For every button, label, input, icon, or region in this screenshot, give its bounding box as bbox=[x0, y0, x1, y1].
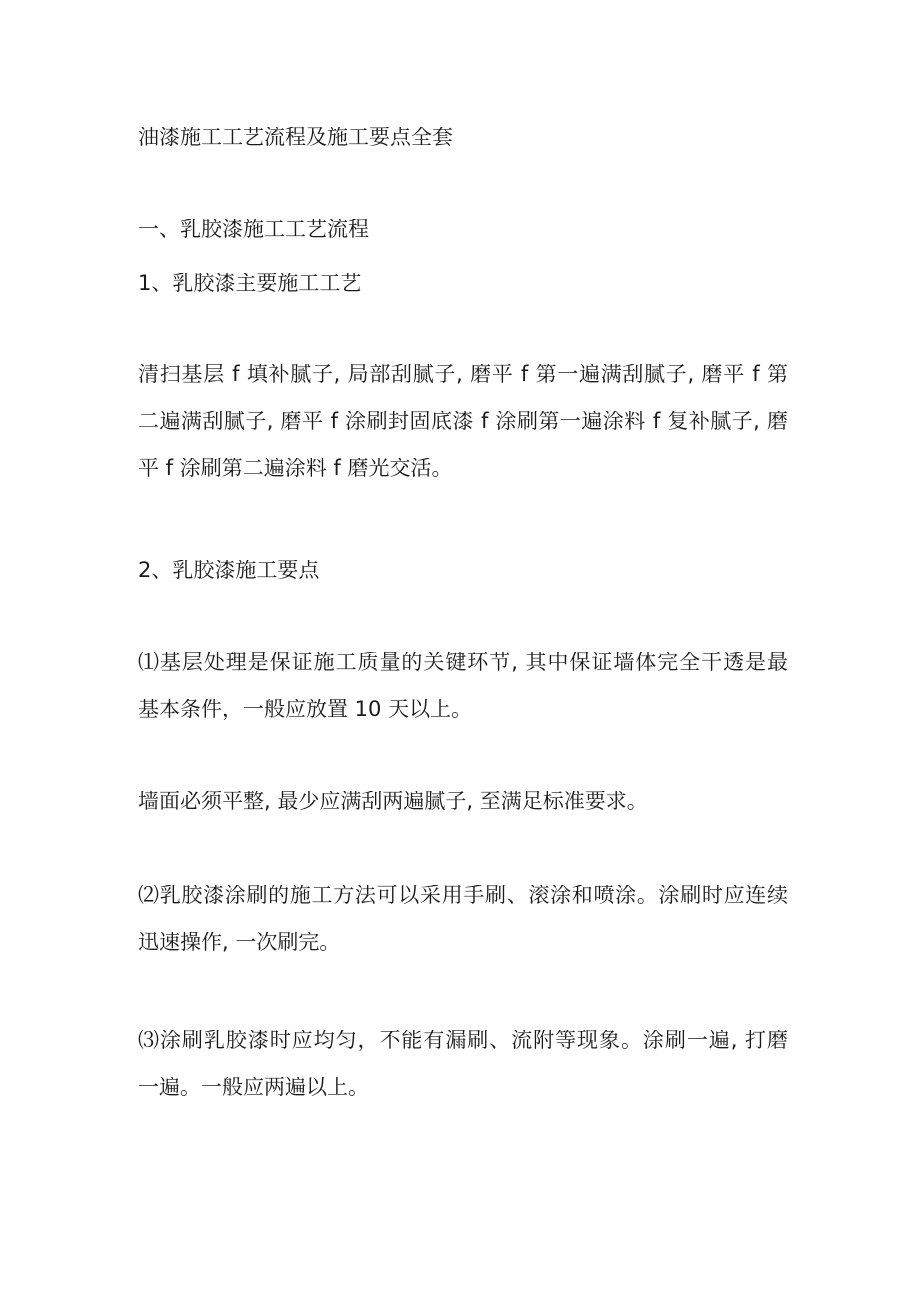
subsection-heading-1: 1、乳胶漆主要施工工艺 bbox=[138, 273, 362, 294]
process-line-2: 二遍满刮腻子, 磨平 f 涂刷封固底漆 f 涂刷第一遍涂料 f 复补腻子, 磨 bbox=[138, 411, 788, 432]
process-line-1: 清扫基层 f 填补腻子, 局部刮腻子, 磨平 f 第一遍满刮腻子, 磨平 f 第 bbox=[138, 364, 788, 385]
section-heading-1: 一、乳胶漆施工工艺流程 bbox=[138, 219, 369, 240]
process-line-3: 平 f 涂刷第二遍涂料 f 磨光交活。 bbox=[138, 458, 453, 479]
point-1-line-1: ⑴基层处理是保证施工质量的关键环节, 其中保证墙体完全干透是最 bbox=[138, 652, 788, 673]
point-3-line-2: 一遍。一般应两遍以上。 bbox=[138, 1077, 369, 1098]
point-2-line-2: 迅速操作, 一次刷完。 bbox=[138, 932, 341, 953]
wall-requirement-note: 墙面必须平整, 最少应满刮两遍腻子, 至满足标准要求。 bbox=[138, 791, 648, 812]
subsection-heading-2: 2、乳胶漆施工要点 bbox=[138, 560, 320, 581]
point-2-line-1: ⑵乳胶漆涂刷的施工方法可以采用手刷、滚涂和喷涂。涂刷时应连续 bbox=[138, 885, 788, 906]
point-1-line-2: 基本条件，一般应放置 10 天以上。 bbox=[138, 699, 473, 720]
point-3-line-1: ⑶涂刷乳胶漆时应均匀，不能有漏刷、流附等现象。涂刷一遍, 打磨 bbox=[138, 1030, 788, 1051]
document-title: 油漆施工工艺流程及施工要点全套 bbox=[138, 127, 453, 148]
